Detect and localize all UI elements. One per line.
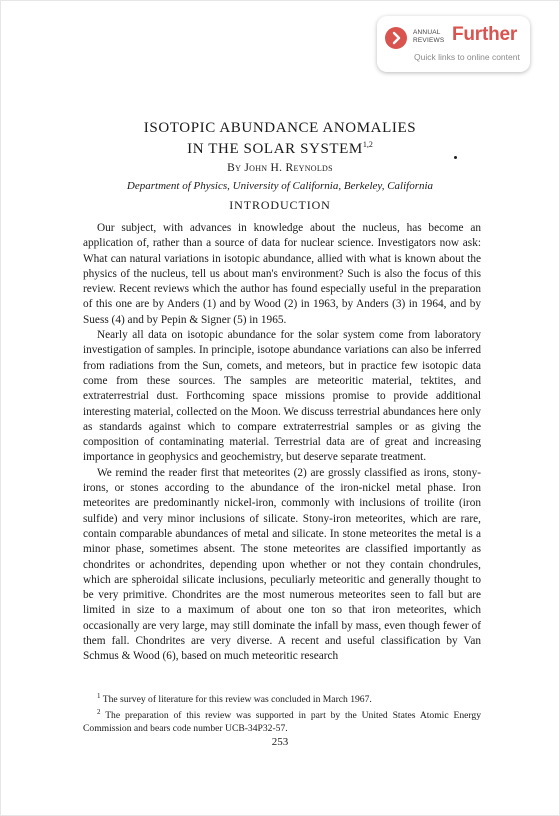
body-paragraph: Our subject, with advances in knowledge about the nucleus, has become an application of, rather than a source of data for nuclear science. Investigators now ask: What can natural variations in isotopic abundance, allied with what is known about the physics of the nucleus, tell us about man's environment? Such is also the focus of this review. Recent reviews which the author has found especially useful in the preparation of this one are by Anders (1) and by Wood (2) in 1963, by Anders (3) in 1964, and by Suess (4) and by Pepin & Signer (5) in 1965.: [83, 222, 481, 326]
footnote-mark: 2: [97, 708, 101, 717]
footnote-mark: 1: [97, 692, 101, 700]
page-number: 253: [271, 736, 289, 748]
further-links-badge[interactable]: [377, 16, 530, 72]
footnote-text: The preparation of this review was supported in part by the United States Atomic Energy Commission and bears code number UCB-34P32-57.: [83, 710, 481, 735]
footnote: [83, 706, 481, 735]
body-paragraph: Nearly all data on isotopic abundance for the solar system come from laboratory investigation of samples. In principle, isotope abundance variations can also be inferred from radiations from the Sun, comets, and meteors, but in practice few isotopic data come from these sources. The samples are meteoritic material, tektites, and extraterrestrial dust. Forthcoming space missions promise to provide additional interesting material, collected on the Moon. We discuss terrestrial abundances here only as standards against which to compare extraterrestrial samples or as giving the composition of contaminating material. Terrestrial data are of great and increasing importance in geophysics and geochemistry, but deserve separate treatment.: [83, 329, 481, 464]
body-paragraph: We remind the reader first that meteorites (2) are grossly classified as irons, stony-irons, or stones according to the abundance of the iron-nickel metal phase. Iron meteorites are predominantly nickel-iron, commonly with inclusions of troilite (iron sulfide) and very minor inclusions of silicate. Stony-iron meteorites, which are rare, contain comparable abundances of metal and silicate. In stone meteorites the metal is a minor phase, sometimes absent. The stone meteorites are classified importantly as chondrites or achondrites, depending upon whether or not they contain chondrules, which are spheroidal silicate inclusions, peculiarly meteoritic and generally thought to be very primitive. Chondrites are the most numerous meteorites seen to fall but are limited in size to a maximum of about one ton so that iron meteorites, which occasionally are very large, may still dominate the infall by mass, even though fewer of them fall. Chondrites are very diverse. A recent and useful classification by Van Schmus & Wood (6), based on much meteoritic research: [83, 466, 481, 663]
author-name: John H. Reynolds: [244, 162, 333, 174]
author-prefix: By: [227, 162, 242, 174]
stray-dot: [454, 156, 457, 159]
article-title-line2-text: IN THE SOLAR SYSTEM: [187, 141, 363, 157]
article-body: [83, 221, 481, 665]
footnotes: [83, 690, 481, 735]
author-line: [0, 162, 560, 174]
publisher-label: ANNUAL REVIEWS: [413, 29, 445, 44]
article-title-line2: [0, 136, 560, 158]
chevron-right-icon: [385, 27, 407, 49]
title-footnote-marks: 1,2: [362, 140, 373, 149]
footnote: [83, 690, 481, 706]
further-sublabel: Quick links to online content: [414, 52, 520, 62]
author-affiliation: Department of Physics, University of California, Berkeley, California: [126, 180, 434, 192]
further-label: Further: [452, 24, 518, 45]
article-title-line1: ISOTOPIC ABUNDANCE ANOMALIES: [143, 120, 417, 136]
section-heading: INTRODUCTION: [229, 198, 331, 212]
footnote-text: The survey of literature for this review was concluded in March 1967.: [102, 694, 372, 706]
